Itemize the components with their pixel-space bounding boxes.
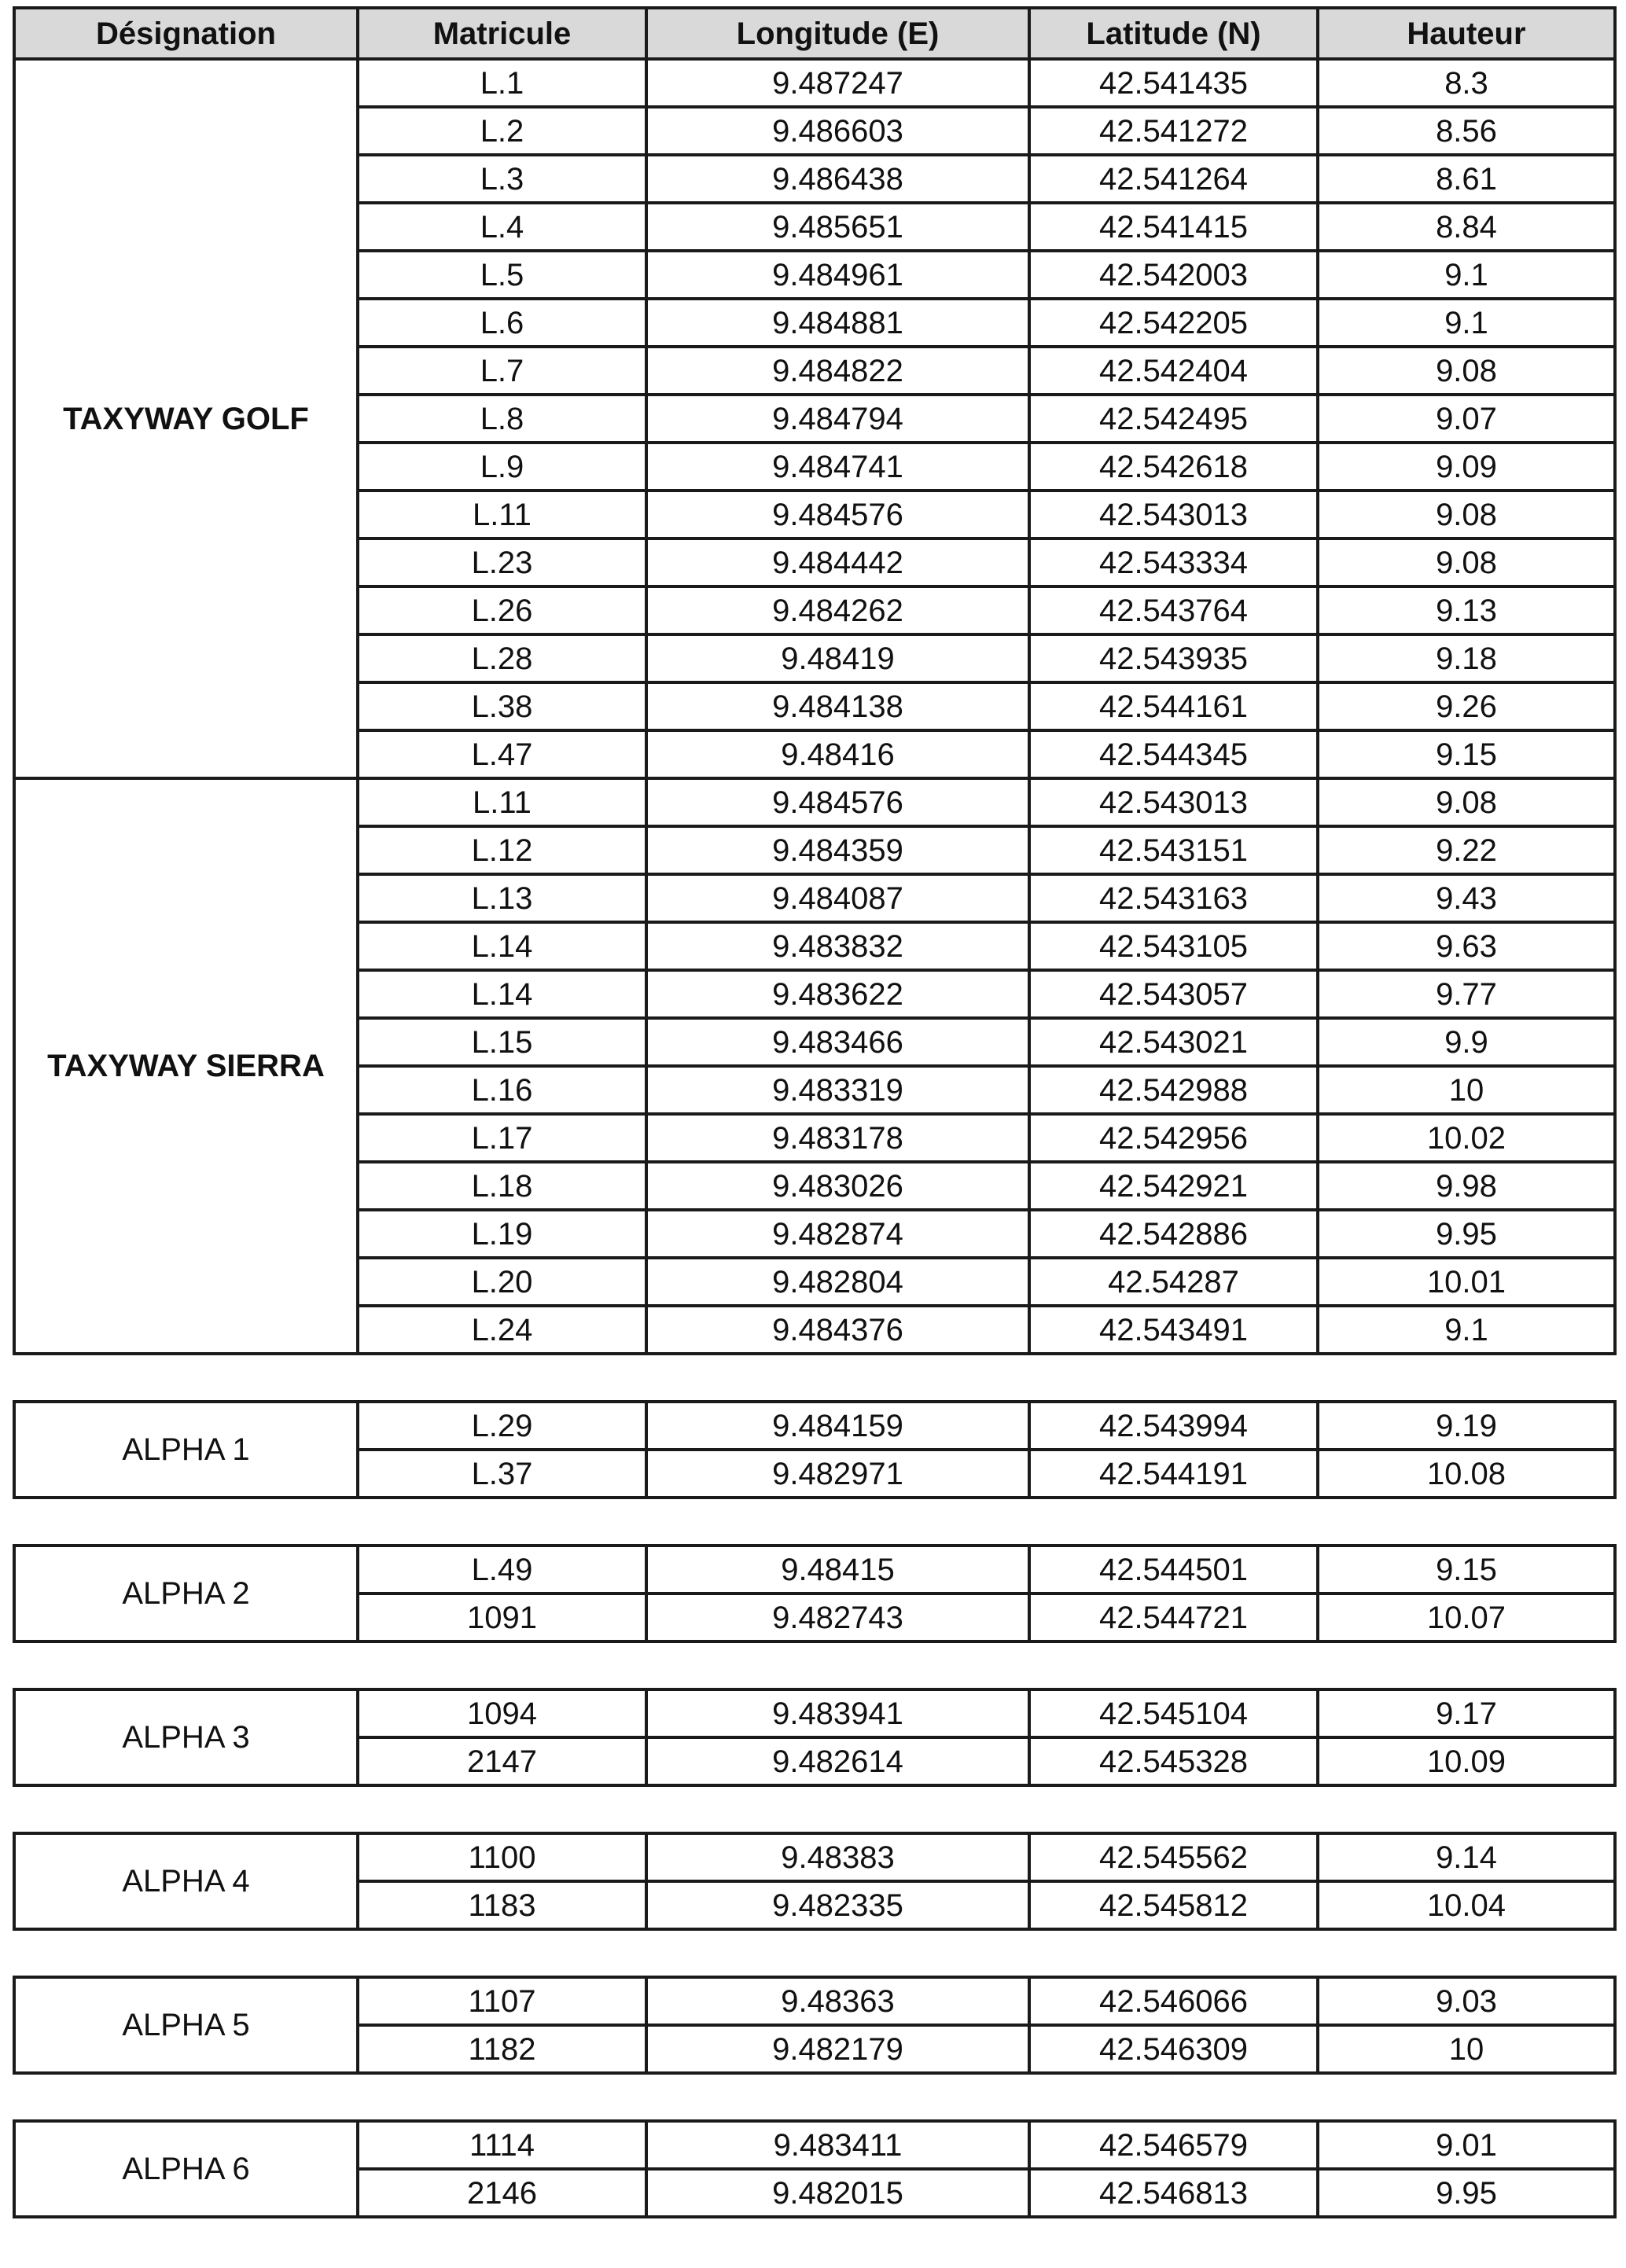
longitude-cell: 9.482743 — [646, 1593, 1029, 1641]
header-designation: Désignation — [14, 8, 358, 59]
longitude-cell: 9.482179 — [646, 2025, 1029, 2073]
latitude-cell: 42.542988 — [1029, 1066, 1318, 1114]
longitude-cell: 9.484376 — [646, 1306, 1029, 1354]
matricule-cell: L.29 — [358, 1402, 646, 1450]
matricule-cell: L.9 — [358, 443, 646, 491]
hauteur-cell: 9.9 — [1318, 1018, 1615, 1066]
matricule-cell: L.6 — [358, 299, 646, 347]
hauteur-cell: 9.1 — [1318, 1306, 1615, 1354]
longitude-cell: 9.482804 — [646, 1258, 1029, 1306]
header-hauteur: Hauteur — [1318, 8, 1615, 59]
group-designation: ALPHA 4 — [14, 1833, 358, 1929]
hauteur-cell: 8.56 — [1318, 107, 1615, 155]
header-matricule: Matricule — [358, 8, 646, 59]
longitude-cell: 9.483941 — [646, 1689, 1029, 1737]
hauteur-cell: 9.77 — [1318, 970, 1615, 1018]
matricule-cell: L.16 — [358, 1066, 646, 1114]
hauteur-cell: 8.3 — [1318, 59, 1615, 107]
longitude-cell: 9.485651 — [646, 203, 1029, 251]
hauteur-cell: 9.19 — [1318, 1402, 1615, 1450]
hauteur-cell: 9.43 — [1318, 874, 1615, 922]
matricule-cell: L.37 — [358, 1450, 646, 1498]
group-designation: ALPHA 5 — [14, 1977, 358, 2073]
matricule-cell: 1182 — [358, 2025, 646, 2073]
group-designation: ALPHA 3 — [14, 1689, 358, 1785]
matricule-cell: L.47 — [358, 730, 646, 778]
longitude-cell: 9.482874 — [646, 1210, 1029, 1258]
matricule-cell: L.20 — [358, 1258, 646, 1306]
hauteur-cell: 10.09 — [1318, 1737, 1615, 1785]
matricule-cell: 1094 — [358, 1689, 646, 1737]
longitude-cell: 9.484138 — [646, 682, 1029, 730]
longitude-cell: 9.48415 — [646, 1546, 1029, 1593]
longitude-cell: 9.484442 — [646, 539, 1029, 586]
latitude-cell: 42.544191 — [1029, 1450, 1318, 1498]
matricule-cell: L.14 — [358, 922, 646, 970]
group-designation: ALPHA 1 — [14, 1402, 358, 1498]
hauteur-cell: 9.08 — [1318, 491, 1615, 539]
hauteur-cell: 10.04 — [1318, 1881, 1615, 1929]
longitude-cell: 9.484359 — [646, 826, 1029, 874]
table-row — [14, 2121, 1615, 2169]
hauteur-cell: 9.17 — [1318, 1689, 1615, 1737]
alpha-coordinates-table — [13, 1832, 1617, 1931]
matricule-cell: L.26 — [358, 586, 646, 634]
longitude-cell: 9.483832 — [646, 922, 1029, 970]
hauteur-cell: 9.09 — [1318, 443, 1615, 491]
latitude-cell: 42.543935 — [1029, 634, 1318, 682]
latitude-cell: 42.542618 — [1029, 443, 1318, 491]
longitude-cell: 9.484881 — [646, 299, 1029, 347]
longitude-cell: 9.486438 — [646, 155, 1029, 203]
matricule-cell: 1114 — [358, 2121, 646, 2169]
longitude-cell: 9.482015 — [646, 2169, 1029, 2217]
hauteur-cell: 9.03 — [1318, 1977, 1615, 2025]
hauteur-cell: 9.13 — [1318, 586, 1615, 634]
latitude-cell: 42.545812 — [1029, 1881, 1318, 1929]
latitude-cell: 42.544721 — [1029, 1593, 1318, 1641]
alpha-coordinates-table — [13, 1688, 1617, 1787]
longitude-cell: 9.482335 — [646, 1881, 1029, 1929]
latitude-cell: 42.545562 — [1029, 1833, 1318, 1881]
latitude-cell: 42.541435 — [1029, 59, 1318, 107]
alpha-coordinates-table — [13, 1400, 1617, 1499]
hauteur-cell: 10.08 — [1318, 1450, 1615, 1498]
table-row — [14, 1833, 1615, 1881]
header-latitude: Latitude (N) — [1029, 8, 1318, 59]
hauteur-cell: 9.18 — [1318, 634, 1615, 682]
longitude-cell: 9.486603 — [646, 107, 1029, 155]
matricule-cell: L.1 — [358, 59, 646, 107]
longitude-cell: 9.483026 — [646, 1162, 1029, 1210]
hauteur-cell: 9.22 — [1318, 826, 1615, 874]
hauteur-cell: 9.15 — [1318, 1546, 1615, 1593]
latitude-cell: 42.543151 — [1029, 826, 1318, 874]
matricule-cell: L.8 — [358, 395, 646, 443]
latitude-cell: 42.546579 — [1029, 2121, 1318, 2169]
matricule-cell: L.2 — [358, 107, 646, 155]
matricule-cell: L.11 — [358, 491, 646, 539]
latitude-cell: 42.546813 — [1029, 2169, 1318, 2217]
latitude-cell: 42.544161 — [1029, 682, 1318, 730]
table-row — [14, 1977, 1615, 2025]
hauteur-cell: 9.98 — [1318, 1162, 1615, 1210]
alpha-coordinates-table — [13, 1976, 1617, 2075]
longitude-cell: 9.483319 — [646, 1066, 1029, 1114]
latitude-cell: 42.543334 — [1029, 539, 1318, 586]
hauteur-cell: 9.95 — [1318, 1210, 1615, 1258]
latitude-cell: 42.54287 — [1029, 1258, 1318, 1306]
alpha-coordinates-table — [13, 1544, 1617, 1643]
longitude-cell: 9.484822 — [646, 347, 1029, 395]
hauteur-cell: 10.01 — [1318, 1258, 1615, 1306]
main-coordinates-table — [13, 6, 1617, 1355]
longitude-cell: 9.48383 — [646, 1833, 1029, 1881]
longitude-cell: 9.483466 — [646, 1018, 1029, 1066]
latitude-cell: 42.542921 — [1029, 1162, 1318, 1210]
latitude-cell: 42.541264 — [1029, 155, 1318, 203]
latitude-cell: 42.542404 — [1029, 347, 1318, 395]
table-row — [14, 1546, 1615, 1593]
hauteur-cell: 10.02 — [1318, 1114, 1615, 1162]
matricule-cell: L.7 — [358, 347, 646, 395]
longitude-cell: 9.48419 — [646, 634, 1029, 682]
longitude-cell: 9.48416 — [646, 730, 1029, 778]
latitude-cell: 42.546066 — [1029, 1977, 1318, 2025]
longitude-cell: 9.484741 — [646, 443, 1029, 491]
latitude-cell: 42.542205 — [1029, 299, 1318, 347]
group-designation: TAXYWAY GOLF — [14, 59, 358, 778]
hauteur-cell: 9.1 — [1318, 299, 1615, 347]
matricule-cell: L.17 — [358, 1114, 646, 1162]
matricule-cell: L.19 — [358, 1210, 646, 1258]
latitude-cell: 42.542956 — [1029, 1114, 1318, 1162]
hauteur-cell: 9.01 — [1318, 2121, 1615, 2169]
matricule-cell: L.24 — [358, 1306, 646, 1354]
latitude-cell: 42.543764 — [1029, 586, 1318, 634]
header-row — [14, 8, 1615, 59]
longitude-cell: 9.483622 — [646, 970, 1029, 1018]
hauteur-cell: 8.61 — [1318, 155, 1615, 203]
longitude-cell: 9.48363 — [646, 1977, 1029, 2025]
matricule-cell: L.12 — [358, 826, 646, 874]
group-designation: ALPHA 6 — [14, 2121, 358, 2217]
latitude-cell: 42.542003 — [1029, 251, 1318, 299]
matricule-cell: L.38 — [358, 682, 646, 730]
matricule-cell: 1183 — [358, 1881, 646, 1929]
table-row — [14, 778, 1615, 826]
matricule-cell: 2147 — [358, 1737, 646, 1785]
latitude-cell: 42.544501 — [1029, 1546, 1318, 1593]
alpha-coordinates-table — [13, 2119, 1617, 2218]
longitude-cell: 9.483178 — [646, 1114, 1029, 1162]
header-longitude: Longitude (E) — [646, 8, 1029, 59]
latitude-cell: 42.544345 — [1029, 730, 1318, 778]
latitude-cell: 42.543013 — [1029, 491, 1318, 539]
longitude-cell: 9.484262 — [646, 586, 1029, 634]
longitude-cell: 9.483411 — [646, 2121, 1029, 2169]
hauteur-cell: 9.15 — [1318, 730, 1615, 778]
matricule-cell: L.11 — [358, 778, 646, 826]
longitude-cell: 9.487247 — [646, 59, 1029, 107]
longitude-cell: 9.484961 — [646, 251, 1029, 299]
group-designation: ALPHA 2 — [14, 1546, 358, 1641]
matricule-cell: 1107 — [358, 1977, 646, 2025]
latitude-cell: 42.543057 — [1029, 970, 1318, 1018]
latitude-cell: 42.543163 — [1029, 874, 1318, 922]
table-row — [14, 1402, 1615, 1450]
latitude-cell: 42.542495 — [1029, 395, 1318, 443]
longitude-cell: 9.484159 — [646, 1402, 1029, 1450]
longitude-cell: 9.482971 — [646, 1450, 1029, 1498]
latitude-cell: 42.543491 — [1029, 1306, 1318, 1354]
longitude-cell: 9.484794 — [646, 395, 1029, 443]
latitude-cell: 42.542886 — [1029, 1210, 1318, 1258]
hauteur-cell: 9.95 — [1318, 2169, 1615, 2217]
hauteur-cell: 9.1 — [1318, 251, 1615, 299]
hauteur-cell: 9.14 — [1318, 1833, 1615, 1881]
hauteur-cell: 10 — [1318, 1066, 1615, 1114]
matricule-cell: L.23 — [358, 539, 646, 586]
latitude-cell: 42.545328 — [1029, 1737, 1318, 1785]
matricule-cell: L.4 — [358, 203, 646, 251]
latitude-cell: 42.541415 — [1029, 203, 1318, 251]
latitude-cell: 42.543021 — [1029, 1018, 1318, 1066]
matricule-cell: L.3 — [358, 155, 646, 203]
longitude-cell: 9.484576 — [646, 491, 1029, 539]
matricule-cell: 1100 — [358, 1833, 646, 1881]
hauteur-cell: 9.07 — [1318, 395, 1615, 443]
hauteur-cell: 9.08 — [1318, 347, 1615, 395]
hauteur-cell: 9.08 — [1318, 539, 1615, 586]
hauteur-cell: 9.63 — [1318, 922, 1615, 970]
hauteur-cell: 9.26 — [1318, 682, 1615, 730]
longitude-cell: 9.484087 — [646, 874, 1029, 922]
longitude-cell: 9.482614 — [646, 1737, 1029, 1785]
table-row — [14, 1689, 1615, 1737]
matricule-cell: L.14 — [358, 970, 646, 1018]
latitude-cell: 42.545104 — [1029, 1689, 1318, 1737]
latitude-cell: 42.543994 — [1029, 1402, 1318, 1450]
matricule-cell: L.5 — [358, 251, 646, 299]
latitude-cell: 42.543013 — [1029, 778, 1318, 826]
latitude-cell: 42.546309 — [1029, 2025, 1318, 2073]
hauteur-cell: 10 — [1318, 2025, 1615, 2073]
matricule-cell: L.15 — [358, 1018, 646, 1066]
matricule-cell: 1091 — [358, 1593, 646, 1641]
longitude-cell: 9.484576 — [646, 778, 1029, 826]
latitude-cell: 42.541272 — [1029, 107, 1318, 155]
matricule-cell: L.18 — [358, 1162, 646, 1210]
latitude-cell: 42.543105 — [1029, 922, 1318, 970]
matricule-cell: L.13 — [358, 874, 646, 922]
matricule-cell: 2146 — [358, 2169, 646, 2217]
group-designation: TAXYWAY SIERRA — [14, 778, 358, 1354]
hauteur-cell: 8.84 — [1318, 203, 1615, 251]
hauteur-cell: 10.07 — [1318, 1593, 1615, 1641]
hauteur-cell: 9.08 — [1318, 778, 1615, 826]
matricule-cell: L.49 — [358, 1546, 646, 1593]
matricule-cell: L.28 — [358, 634, 646, 682]
table-row — [14, 59, 1615, 107]
